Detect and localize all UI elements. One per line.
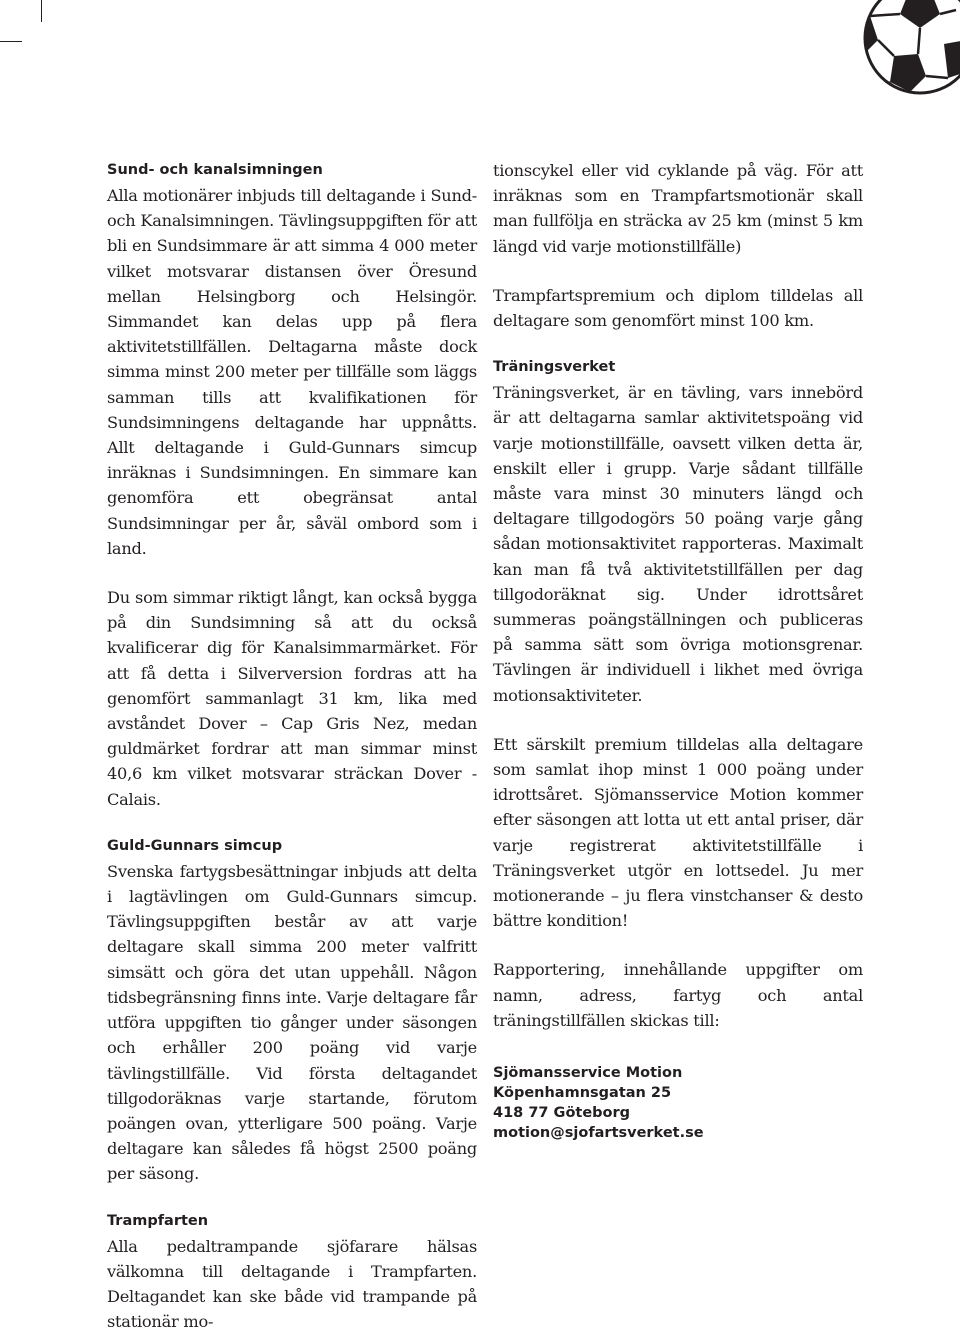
- guld-paragraph-1: Svenska fartygsbesättningar inbjuds att delta i lagtävlingen om Guld-Gunnars simcup. Tävlingsuppgiften består av att varje deltagare skall simma 200 meter valfritt simsätt och göra det utan uppehåll. Någon tidsbegränsning finns inte. Varje deltagare får utföra uppgiften tio gånger under säsongen och erhåller 200 poäng vid varje tävlingstillfälle. Vid första deltagandet tillgodoräknas varje startande, förutom poängen ovan, ytterligare 500 poäng. Varje deltagare kan således få högst 2500 poäng per säsong.: [107, 861, 477, 1184]
- address-city: 418 77 Göteborg: [493, 1105, 631, 1122]
- tramp-paragraph-1b: tionscykel eller vid cyklande på väg. För att inräknas som en Trampfartsmotionär skall man fullfölja en sträcka av 25 km (minst 5 km längd vid varje motionstillfälle): [493, 161, 863, 256]
- heading-sund: Sund- och kanalsimningen: [107, 162, 323, 178]
- heading-traningsverket: Träningsverket: [493, 359, 616, 376]
- traning-paragraph-2: Ett särskilt premium tilldelas alla deltagare som samlat ihop minst 1 000 poäng under idrottsåret. Sjömansservice Motion kommer efter säsongen att lotta ut ett antal priser, där varje registrerat aktivitetstillfälle i Träningsverket utgör en lottsedel. Ju mer motionerande – ju flera vinstchanser & desto bättre kondition!: [493, 734, 863, 931]
- heading-trampfarten: Trampfarten: [107, 1212, 209, 1229]
- heading-guld-gunnars: Guld-Gunnars simcup: [107, 837, 283, 854]
- tramp-paragraph-1a: Alla pedaltrampande sjöfarare hälsas välkomna till deltagande i Trampfarten. Deltagandet kan ske både vid trampande på stationär mo -: [107, 1234, 477, 1334]
- tramp-paragraph-2: Trampfartspremium och diplom tilldelas all deltagare som genomfört minst 100 km.: [493, 285, 863, 331]
- traning-paragraph-3: Rapportering, innehållande uppgifter om namn, adress, fartyg och antal träningstillfällen skickas till:: [493, 960, 863, 1030]
- right-column: [493, 158, 863, 1143]
- sund-paragraph-1: Alla motionärer inbjuds till deltagande i Sund- och Kanalsimningen. Tävlingsuppgiften för att bli en Sundsimmare är att simma 4 000 meter vilket motsvarar distansen över Öresund mellan Helsingborg och Helsingör. Simmandet kan delas upp på flera aktivitetstillfällen. Deltagarna måste dock simma minst 200 meter per tillfälle som läggs samman tills att kvalifikationen för Sundsimningens deltagande har uppnåtts. Allt deltagande i Guld-Gunnars simcup inräknas i Sundsimningen. En simmare kan genomföra ett obegränsat antal Sundsimningar per år, såväl ombord som i land.: [107, 186, 477, 558]
- crop-mark: [0, 41, 22, 42]
- crop-mark: [41, 0, 42, 22]
- sund-paragraph-2: Du som simmar riktigt långt, kan också bygga på din Sundsimning så att du också kvalificerar dig för Kanalsimmarmärket. För att få detta i Silverversion fordras att ha genomfört sammanlagt 31 km, lika med avståndet Dover – Cap Gris Nez, medan guldmärket fordrar att man simmar minst 40,6 km vilket motsvarar sträckan Dover - Calais.: [107, 588, 477, 809]
- address-email[interactable]: motion@sjofartsverket.se: [493, 1125, 704, 1142]
- traning-paragraph-1: Träningsverket, är en tävling, vars innebörd är att deltagarna samlar aktivitetspoäng vid varje motionstillfälle, oavsett vilken detta är, enskilt eller i grupp. Varje sådant tillfälle måste vara minst 30 minuters längd och deltagare tillgodogörs 50 poäng varje gång sådan motionsaktivitet rapporteras. Maximalt kan man få två aktivitetstillfällen per dag tillgodoräknat sig. Under idrottsåret summeras poängställningen och publiceras på samma sätt som övriga motionsgrenar. Tävlingen är individuell i likhet med övriga motionsaktiviteter.: [493, 383, 863, 705]
- address-name: Sjömansservice Motion: [493, 1065, 683, 1082]
- contact-address: [493, 1063, 863, 1143]
- soccer-ball-icon: [848, 0, 960, 100]
- left-column: [107, 158, 477, 1334]
- address-street: Köpenhamnsgatan 25: [493, 1085, 672, 1102]
